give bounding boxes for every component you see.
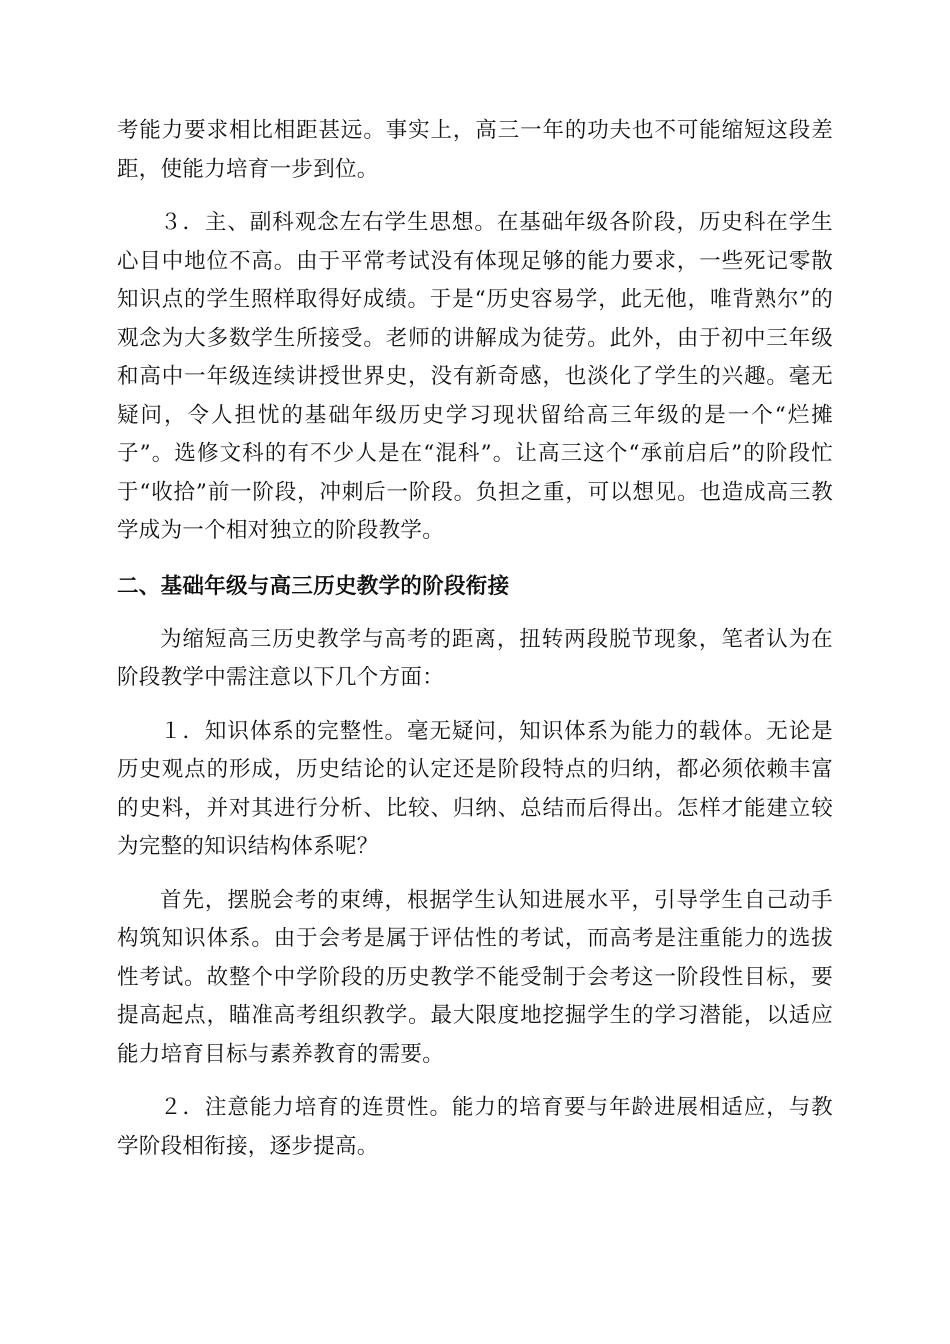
paragraph-first-step: 首先，摆脱会考的束缚，根据学生认知进展水平，引导学生自己动手构筑知识体系。由于会考是属于评估性的考试，而高考是注重能力的选拔性考试。故整个中学阶段的历史教学不能受制于会考这一阶段性目标，要提高起点，瞄准高考组织教学。最大限度地挖掘学生的学习潜能，以适应能力培育目标与素养教育的需要。 xyxy=(117,887,833,1067)
paragraph-point-1: １．知识体系的完整性。毫无疑问，知识体系为能力的载体。无论是历史观点的形成，历史结论的认定还是阶段特点的归纳，都必须依赖丰富的史料，并对其进行分析、比较、归纳、总结而后得出。怎样才能建立较为完整的知识结构体系呢？ xyxy=(117,718,833,859)
paragraph-intro: 为缩短高三历史教学与高考的距离，扭转两段脱节现象，笔者认为在阶段教学中需注意以下几个方面： xyxy=(117,626,833,690)
paragraph-continuation: 考能力要求相比相距甚远。事实上，高三一年的功夫也不可能缩短这段差距，使能力培育一步到位。 xyxy=(117,118,833,182)
document-body xyxy=(117,112,833,1166)
paragraph-point-3: ３．主、副科观念左右学生思想。在基础年级各阶段，历史科在学生心目中地位不高。由于平常考试没有体现足够的能力要求，一些死记零散知识点的学生照样取得好成绩。于是“历史容易学，此无他，唯背熟尔”的观念为大多数学生所接受。老师的讲解成为徒劳。此外，由于初中三年级和高中一年级连续讲授世界史，没有新奇感，也淡化了学生的兴趣。毫无疑问，令人担忧的基础年级历史学习现状留给高三年级的是一个“烂摊子”。选修文科的有不少人是在“混科”。让高三这个“承前启后”的阶段忙于“收拾”前一阶段，冲刺后一阶段。负担之重，可以想见。也造成高三教学成为一个相对独立的阶段教学。 xyxy=(117,210,833,543)
paragraph-point-2: ２．注意能力培育的连贯性。能力的培育要与年龄进展相适应，与教学阶段相衔接，逐步提高。 xyxy=(117,1095,833,1159)
section-heading-2: 二、基础年级与高三历史教学的阶段衔接 xyxy=(117,573,510,599)
